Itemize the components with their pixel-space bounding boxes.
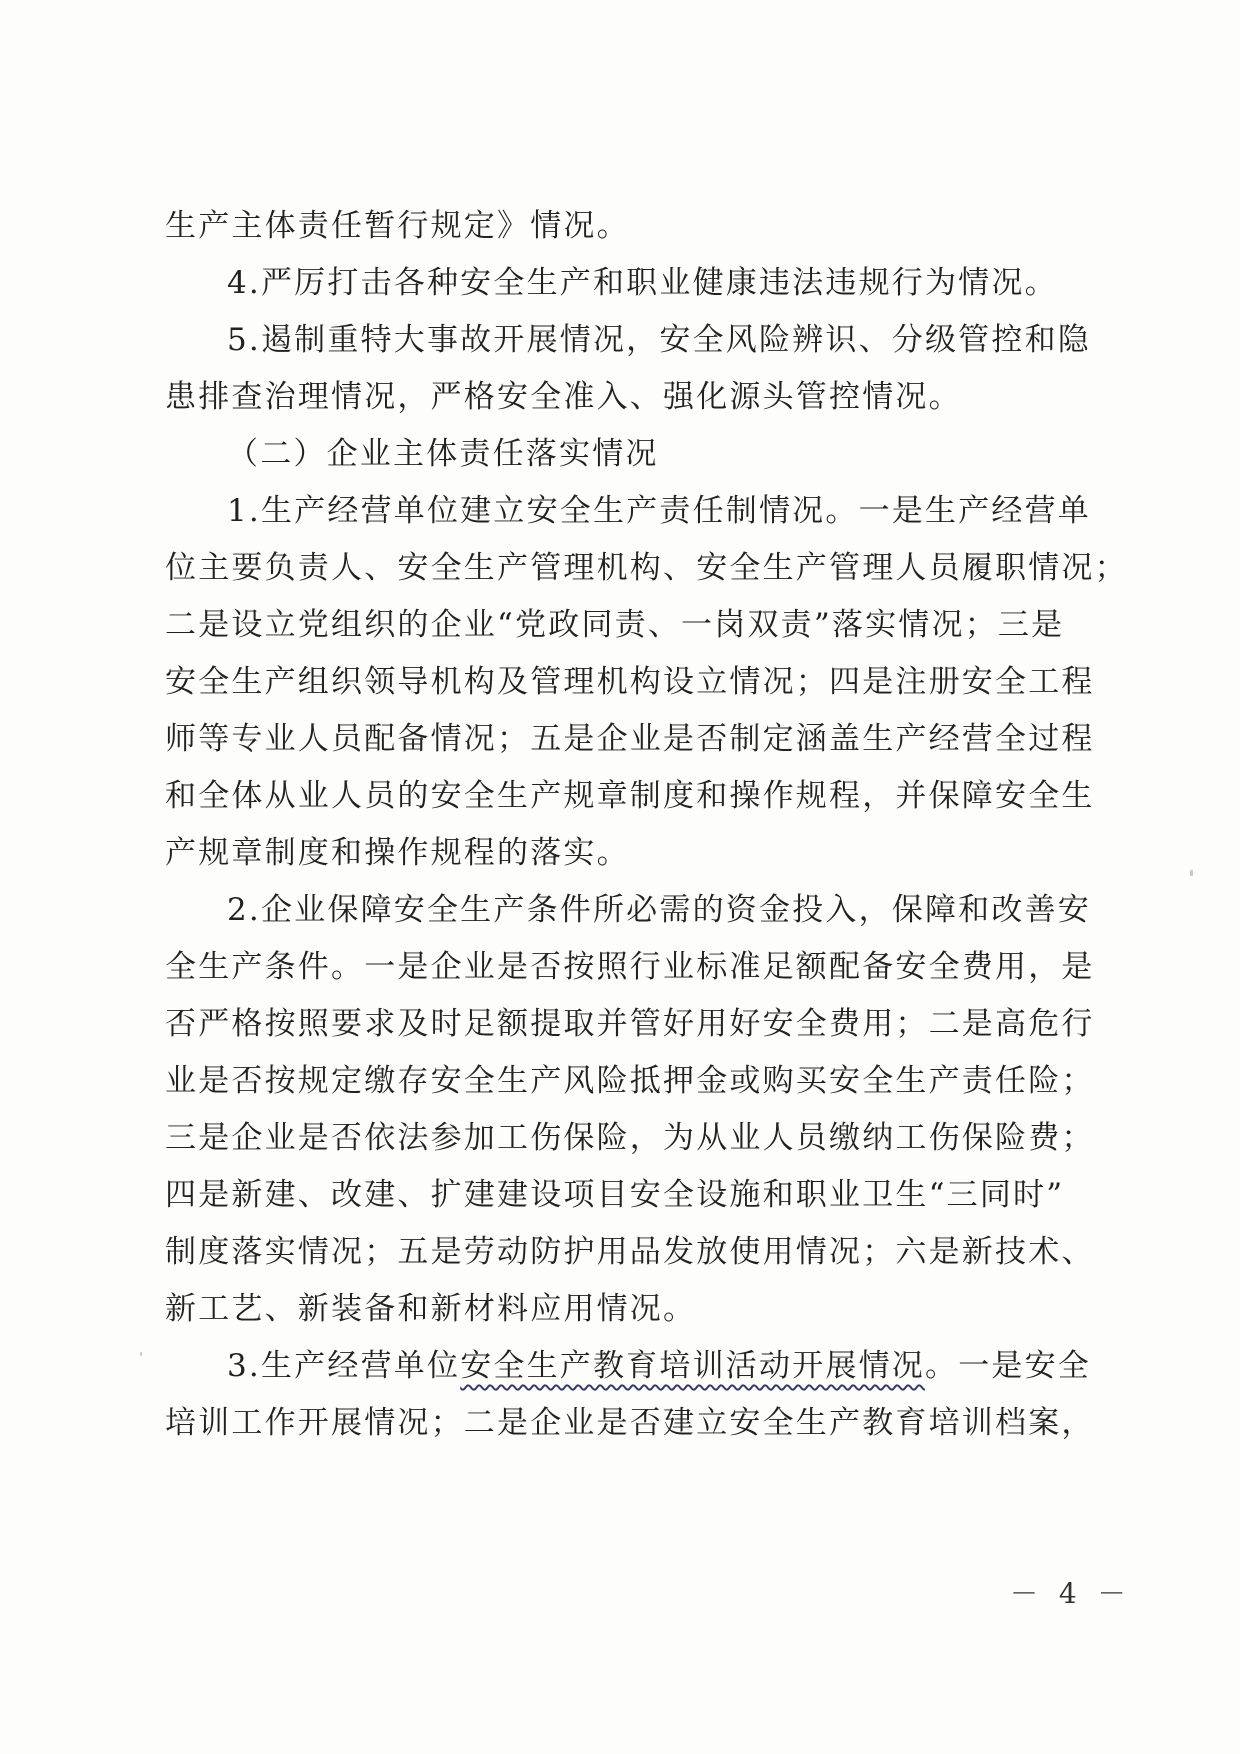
section-heading: （二）企业主体责任落实情况 bbox=[227, 436, 659, 472]
text-line: 患排查治理情况，严格安全准入、强化源头管控情况。 bbox=[165, 379, 962, 415]
text-line: 2.企业保障安全生产条件所必需的资金投入，保障和改善安 bbox=[227, 892, 1091, 928]
text-line: 生产主体责任暂行规定》情况。 bbox=[165, 208, 630, 244]
text-line: 产规章制度和操作规程的落实。 bbox=[165, 835, 630, 871]
text-line: 制度落实情况；五是劳动防护用品发放使用情况；六是新技术、 bbox=[165, 1234, 1095, 1270]
text-line: 四是新建、改建、扩建建设项目安全设施和职业卫生“三同时” bbox=[165, 1177, 1065, 1213]
text-line: 全生产条件。一是企业是否按照行业标准足额配备安全费用，是 bbox=[165, 949, 1095, 985]
text-line: 和全体从业人员的安全生产规章制度和操作规程，并保障安全生 bbox=[165, 778, 1095, 814]
text-line: 三是企业是否依法参加工伤保险，为从业人员缴纳工伤保险费； bbox=[165, 1120, 1095, 1156]
text-line: 位主要负责人、安全生产管理机构、安全生产管理人员履职情况； bbox=[165, 550, 1128, 586]
item3-prefix: 3.生产经营单位 bbox=[227, 1348, 461, 1384]
text-line-item-3 bbox=[165, 1338, 1091, 1395]
text-line: 师等专业人员配备情况；五是企业是否制定涵盖生产经营全过程 bbox=[165, 721, 1095, 757]
text-line: 培训工作开展情况；二是企业是否建立安全生产教育培训档案， bbox=[165, 1405, 1095, 1441]
text-line: 安全生产组织领导机构及管理机构设立情况；四是注册安全工程 bbox=[165, 664, 1095, 700]
scan-speck bbox=[140, 1352, 142, 1356]
text-line: 否严格按照要求及时足额提取并管好用好安全费用；二是高危行 bbox=[165, 1006, 1095, 1042]
scan-speck bbox=[1190, 870, 1193, 876]
page-number: － 4 － bbox=[1010, 1577, 1132, 1610]
text-line: 5.遏制重特大事故开展情况，安全风险辨识、分级管控和隐 bbox=[227, 322, 1091, 358]
text-line: 新工艺、新装备和新材料应用情况。 bbox=[165, 1291, 697, 1327]
text-line: 业是否按规定缴存安全生产风险抵押金或购买安全生产责任险； bbox=[165, 1063, 1095, 1099]
body-text bbox=[165, 198, 1128, 1452]
text-line: 4.严厉打击各种安全生产和职业健康违法违规行为情况。 bbox=[227, 265, 1058, 301]
handwritten-wavy-underline: 安全生产教育培训活动开展情况 bbox=[460, 1348, 925, 1384]
item3-suffix: 。一是安全 bbox=[925, 1348, 1091, 1384]
text-line: 1.生产经营单位建立安全生产责任制情况。一是生产经营单 bbox=[227, 493, 1091, 529]
text-line: 二是设立党组织的企业“党政同责、一岗双责”落实情况；三是 bbox=[165, 607, 1065, 643]
